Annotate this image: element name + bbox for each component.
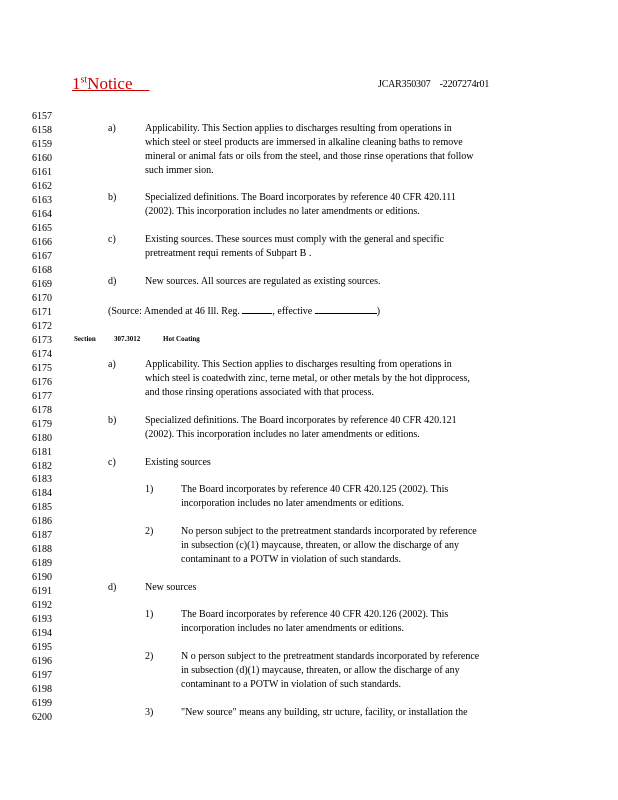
line-number: 6165: [32, 222, 52, 234]
line-number: 6169: [32, 278, 52, 290]
line-number: 6200: [32, 712, 52, 724]
source-blank-1: [242, 304, 272, 314]
text-line: N o person subject to the pretreatment standards incorporated by reference: [181, 651, 480, 662]
item-label: b): [108, 192, 117, 203]
notice-title: 1stNotice: [72, 74, 133, 93]
line-number: 6190: [32, 572, 52, 584]
line-number: 6186: [32, 516, 52, 528]
line-number: 6185: [32, 502, 52, 514]
text-line: The Board incorporates by reference 40 CFR 420.125 (2002). This: [181, 484, 449, 495]
line-number: 6161: [32, 166, 52, 178]
text-line: pretreatment requi rements of Subpart B .: [145, 248, 312, 259]
line-number: 6192: [32, 600, 52, 612]
line-number: 6188: [32, 544, 52, 556]
line-number: 6181: [32, 446, 52, 458]
text-line: (2002). This incorporation includes no later amendments or editions.: [145, 206, 420, 217]
text-line: contaminant to a POTW in violation of such standards.: [181, 554, 402, 565]
item-label: c): [108, 234, 116, 245]
line-number: 6163: [32, 194, 52, 206]
text-line: New sources: [145, 582, 197, 593]
line-number: 6157: [32, 111, 52, 122]
line-number: 6199: [32, 698, 52, 710]
text-line: The Board incorporates by reference 40 CFR 420.126 (2002). This: [181, 609, 449, 620]
subitem-label: 1): [145, 609, 154, 620]
line-number: 6162: [32, 180, 52, 192]
line-number: 6159: [32, 138, 52, 150]
line-number: 6178: [32, 404, 52, 416]
subitem-label: 3): [145, 707, 154, 718]
line-number: 6182: [32, 460, 52, 472]
line-number: 6194: [32, 628, 52, 640]
line-number: 6197: [32, 670, 52, 682]
document-id: JCAR350307 -2207274r01: [378, 79, 490, 90]
item-label: d): [108, 276, 117, 287]
line-number: 6189: [32, 558, 52, 570]
section-number: 307.3012: [114, 335, 141, 343]
line-number: 6184: [32, 488, 52, 500]
line-number: 6180: [32, 432, 52, 444]
text-line: which steel is coatedwith zinc, terne metal, or other metals by the hot dipprocess,: [145, 373, 470, 384]
source-note: (Source: Amended at 46 Ill. Reg. , effective ): [108, 306, 381, 317]
text-line: in subsection (c)(1) maycause, threaten, or allow the discharge of any: [181, 540, 460, 551]
line-number: 6167: [32, 250, 52, 262]
line-number: 6160: [32, 152, 52, 164]
line-number: 6173: [32, 334, 52, 346]
text-line: incorporation includes no later amendments or editions.: [181, 498, 404, 509]
line-number: 6179: [32, 418, 52, 430]
text-line: No person subject to the pretreatment standards incorporated by reference: [181, 526, 477, 537]
line-number: 6183: [32, 474, 52, 486]
item-label: c): [108, 457, 116, 468]
line-number: 6193: [32, 614, 52, 626]
text-line: Applicability. This Section applies to discharges resulting from operations in: [145, 359, 452, 370]
section-label: Section: [74, 335, 96, 343]
line-number: 6158: [32, 124, 52, 136]
subitem-label: 2): [145, 526, 154, 537]
line-number: 6191: [32, 586, 52, 598]
line-number: 6166: [32, 236, 52, 248]
text-line: (2002). This incorporation includes no later amendments or editions.: [145, 429, 420, 440]
line-number: 6196: [32, 656, 52, 668]
line-number: 6176: [32, 376, 52, 388]
subitem-label: 1): [145, 484, 154, 495]
text-line: such immer sion.: [145, 165, 214, 176]
line-number: 6168: [32, 264, 52, 276]
item-label: d): [108, 582, 117, 593]
line-number: 6195: [32, 642, 52, 654]
text-line: Applicability. This Section applies to discharges resulting from operations in: [145, 123, 452, 134]
source-blank-2: [315, 304, 377, 314]
line-number: 6172: [32, 320, 52, 332]
line-number: 6175: [32, 362, 52, 374]
subitem-label: 2): [145, 651, 154, 662]
line-number: 6171: [32, 306, 52, 318]
text-line: "New source" means any building, str ucture, facility, or installation the: [181, 707, 468, 718]
text-line: contaminant to a POTW in violation of such standards.: [181, 679, 402, 690]
line-number: 6187: [32, 530, 52, 542]
text-line: Existing sources: [145, 457, 211, 468]
line-number: 6164: [32, 208, 52, 220]
line-number: 6174: [32, 348, 52, 360]
item-label: b): [108, 415, 117, 426]
text-line: Specialized definitions. The Board incorporates by reference 40 CFR 420.121: [145, 415, 457, 426]
text-line: Specialized definitions. The Board incorporates by reference 40 CFR 420.111: [145, 192, 456, 203]
line-number: 6198: [32, 684, 52, 696]
item-label: a): [108, 123, 116, 134]
text-line: and those rinsing operations associated with that process.: [145, 387, 374, 398]
line-number: 6170: [32, 292, 52, 304]
text-line: in subsection (d)(1) maycause, threaten, or allow the discharge of any: [181, 665, 460, 676]
item-label: a): [108, 359, 116, 370]
line-number: 6177: [32, 390, 52, 402]
text-line: incorporation includes no later amendments or editions.: [181, 623, 404, 634]
text-line: which steel or steel products are immersed in alkaline cleaning baths to remove: [145, 137, 463, 148]
section-title: Hot Coating: [163, 335, 200, 343]
text-line: Existing sources. These sources must comply with the general and specific: [145, 234, 444, 245]
text-line: New sources. All sources are regulated as existing sources.: [145, 276, 381, 287]
text-line: mineral or animal fats or oils from the steel, and those rinse operations that follow: [145, 151, 474, 162]
